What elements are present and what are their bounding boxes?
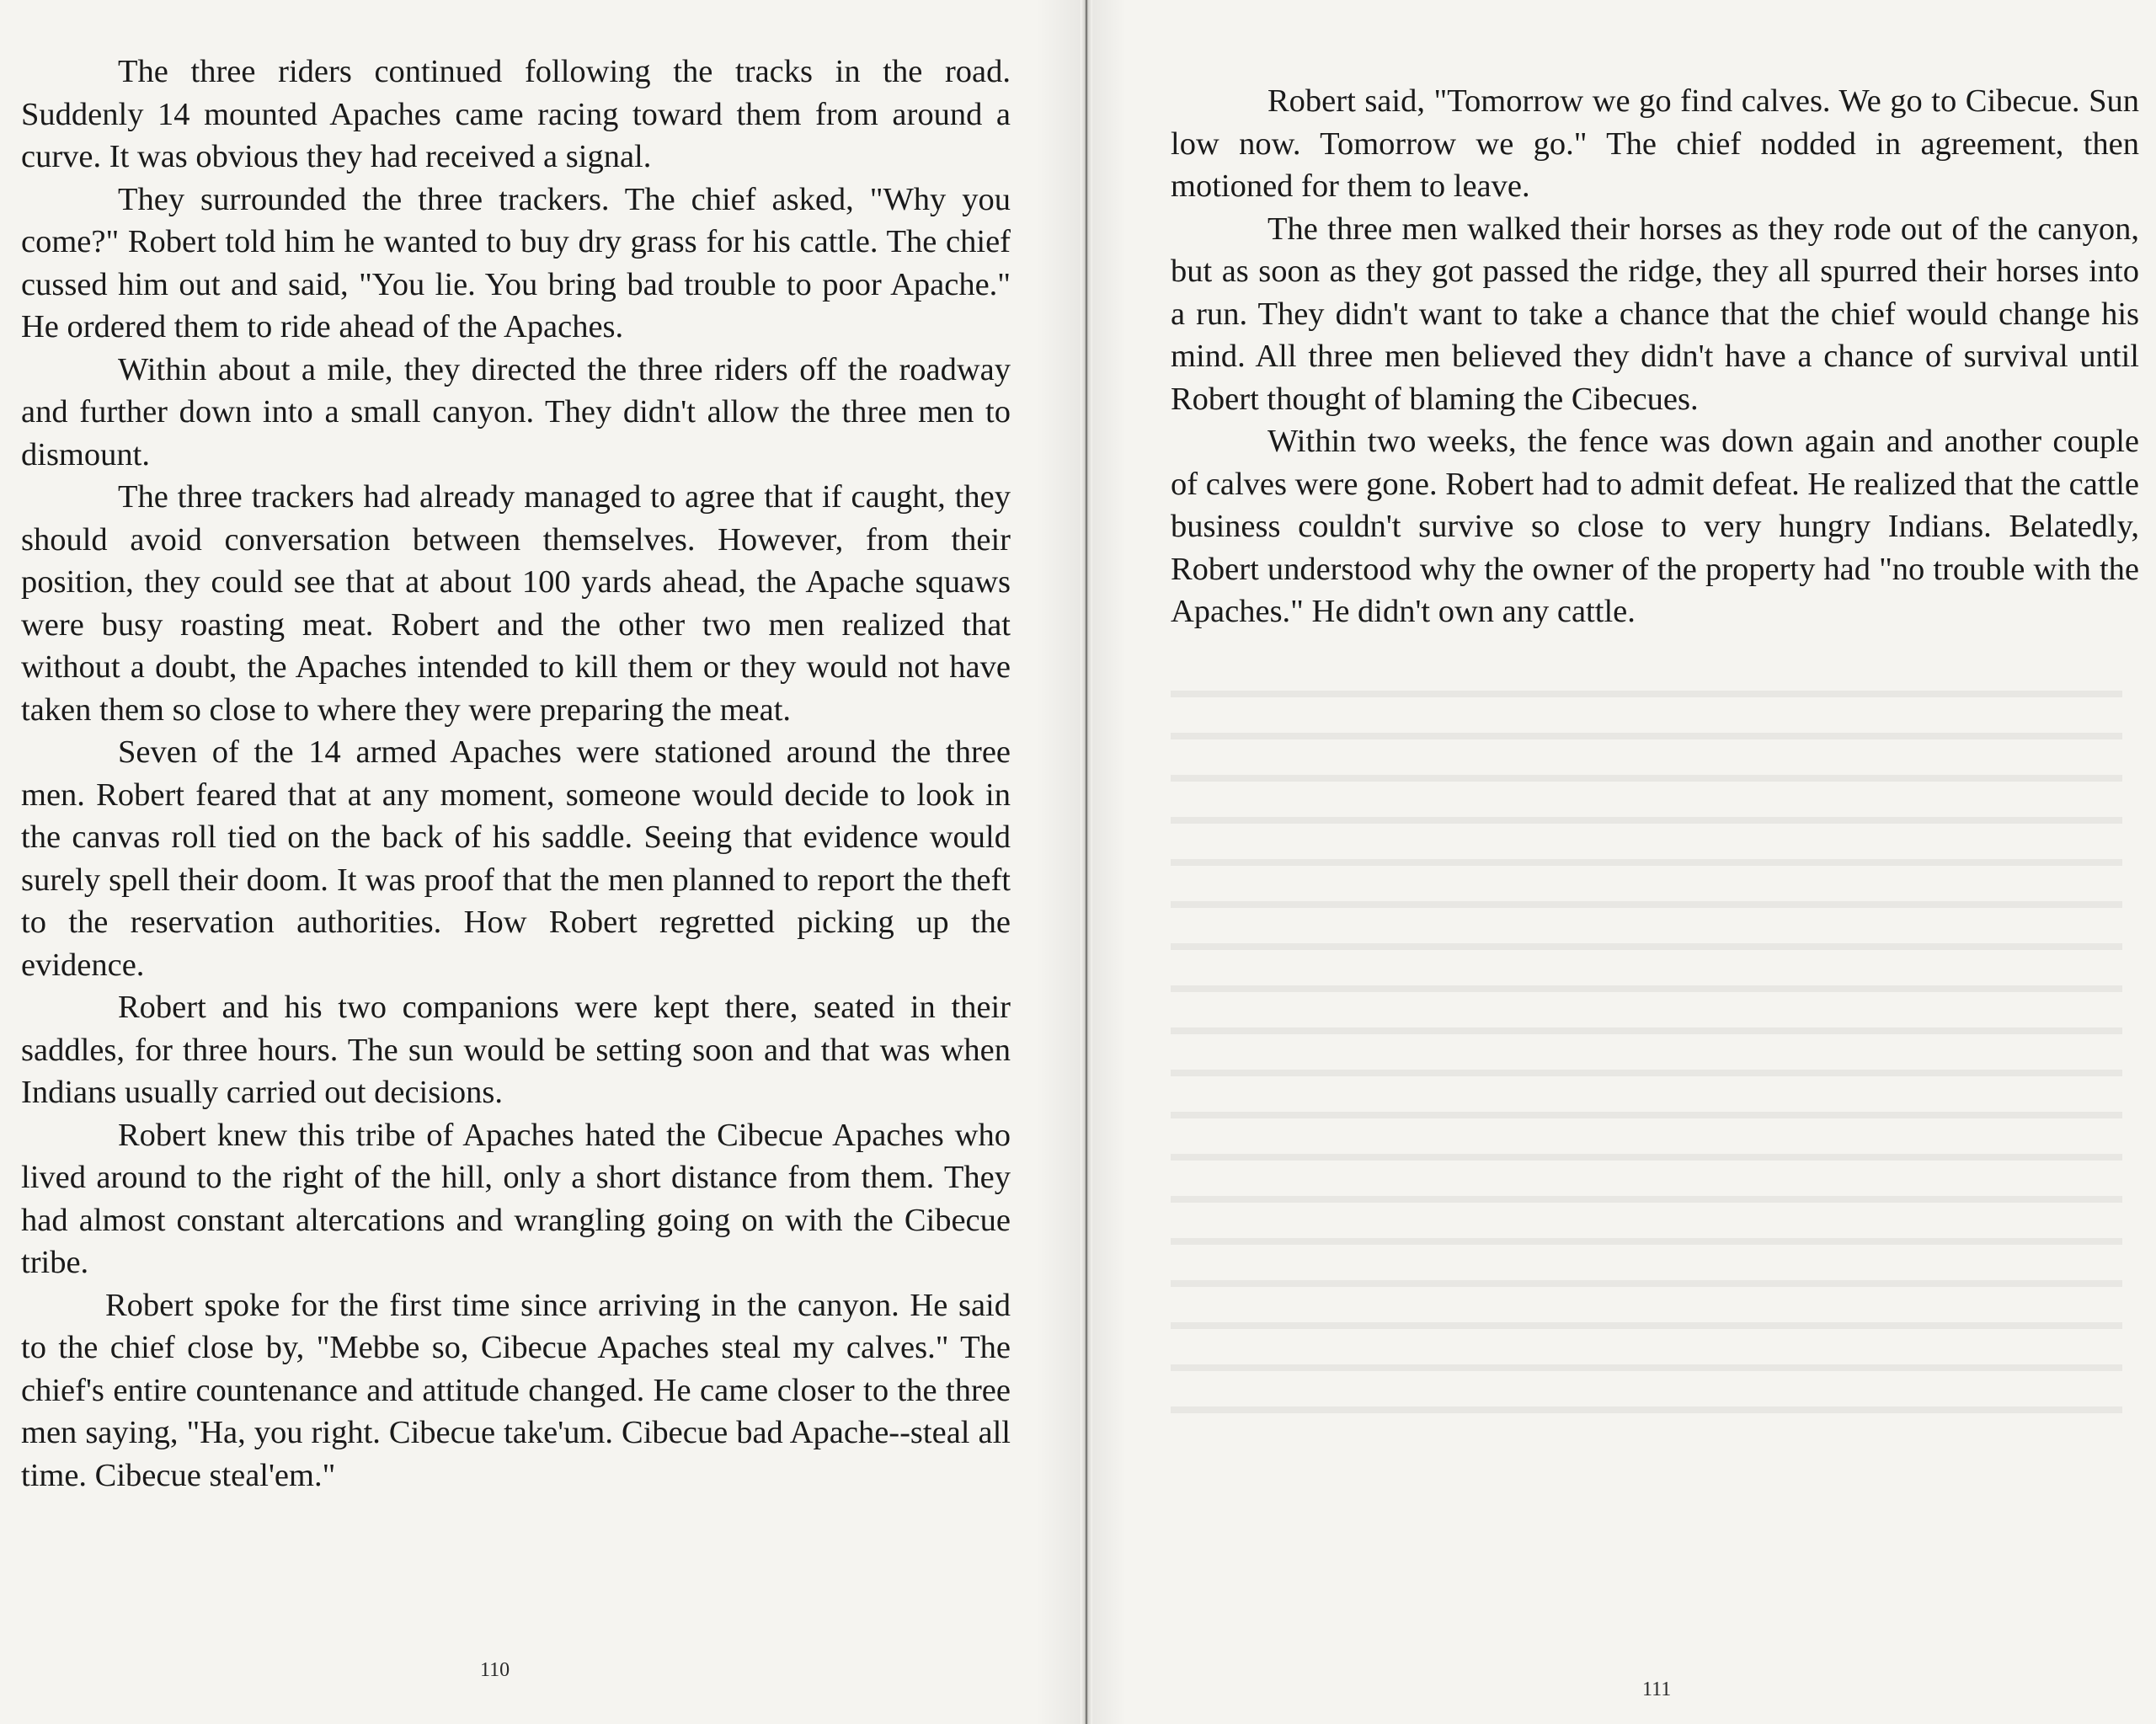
paragraph: Within about a mile, they directed the three riders off the roadway and further down into a small canyon. They didn't allow the three men to dismount.	[21, 351, 1011, 472]
paragraph: Robert and his two companions were kept there, seated in their saddles, for three hours. The sun would be setting soon and that was when Indians usually carried out decisions.	[21, 990, 1011, 1110]
paragraph: Robert knew this tribe of Apaches hated the Cibecue Apaches who lived around to the right of the hill, only a short distance from them. They had almost constant altercations and wrangling going on with the Cibecue tribe.	[21, 1117, 1011, 1280]
paragraph: The three riders continued following the tracks in the road. Suddenly 14 mounted Apaches came racing toward them from around a curve. It was obvious they had received a signal.	[21, 54, 1011, 174]
right-page	[1078, 0, 2156, 1724]
page-number-left: 110	[480, 1659, 510, 1681]
paragraph: Robert said, "Tomorrow we go find calves. We go to Cibecue. Sun low now. Tomorrow we go." The chief nodded in agreement, then motioned for them to leave.	[1171, 83, 2139, 204]
paragraph: The three trackers had already managed to agree that if caught, they should avoid conversation between themselves. However, from their position, they could see that at about 100 yards ahead, the Apache squaws were busy roasting meat. Robert and the other two men realized that without a doubt, the Apaches intended to kill them or they would not have taken them so close to where they were preparing the meat.	[21, 479, 1011, 728]
paragraph: The three men walked their horses as they rode out of the canyon, but as soon as they got passed the ridge, they all spurred their horses into a run. They didn't want to take a chance that the chief would change his mind. All three men believed they didn't have a chance of survival until Robert thought of blaming the Cibecues.	[1171, 211, 2139, 417]
paragraph: Within two weeks, the fence was down again and another couple of calves were gone. Robert had to admit defeat. He realized that the cattle business couldn't survive so close to very hungry Indians. Belatedly, Robert understood why the owner of the property had "no trouble with the Apaches." He didn't own any cattle.	[1171, 424, 2139, 629]
paragraph: Robert spoke for the first time since arriving in the canyon. He said to the chief close by, "Mebbe so, Cibecue Apaches steal my calves." The chief's entire countenance and attitude changed. He came closer to the three men saying, "Ha, you right. Cibecue take'um. Cibecue bad Apache--steal all time. Cibecue steal'em."	[21, 1287, 1011, 1493]
paragraph: They surrounded the three trackers. The chief asked, "Why you come?" Robert told him he wanted to buy dry grass for his cattle. The chief cussed him out and said, "You lie. You bring bad trouble to poor Apache." He ordered them to ride ahead of the Apaches.	[21, 181, 1011, 344]
page-number-right: 111	[1642, 1679, 1672, 1700]
paragraph: Seven of the 14 armed Apaches were stationed around the three men. Robert feared that at any moment, someone would decide to look in the canvas roll tied on the back of his saddle. Seeing that evidence would surely spell their doom. It was proof that the men planned to report the theft to the reservation authorities. How Robert regretted picking up the evidence.	[21, 734, 1011, 983]
gutter-shadow-left	[1036, 0, 1081, 1724]
